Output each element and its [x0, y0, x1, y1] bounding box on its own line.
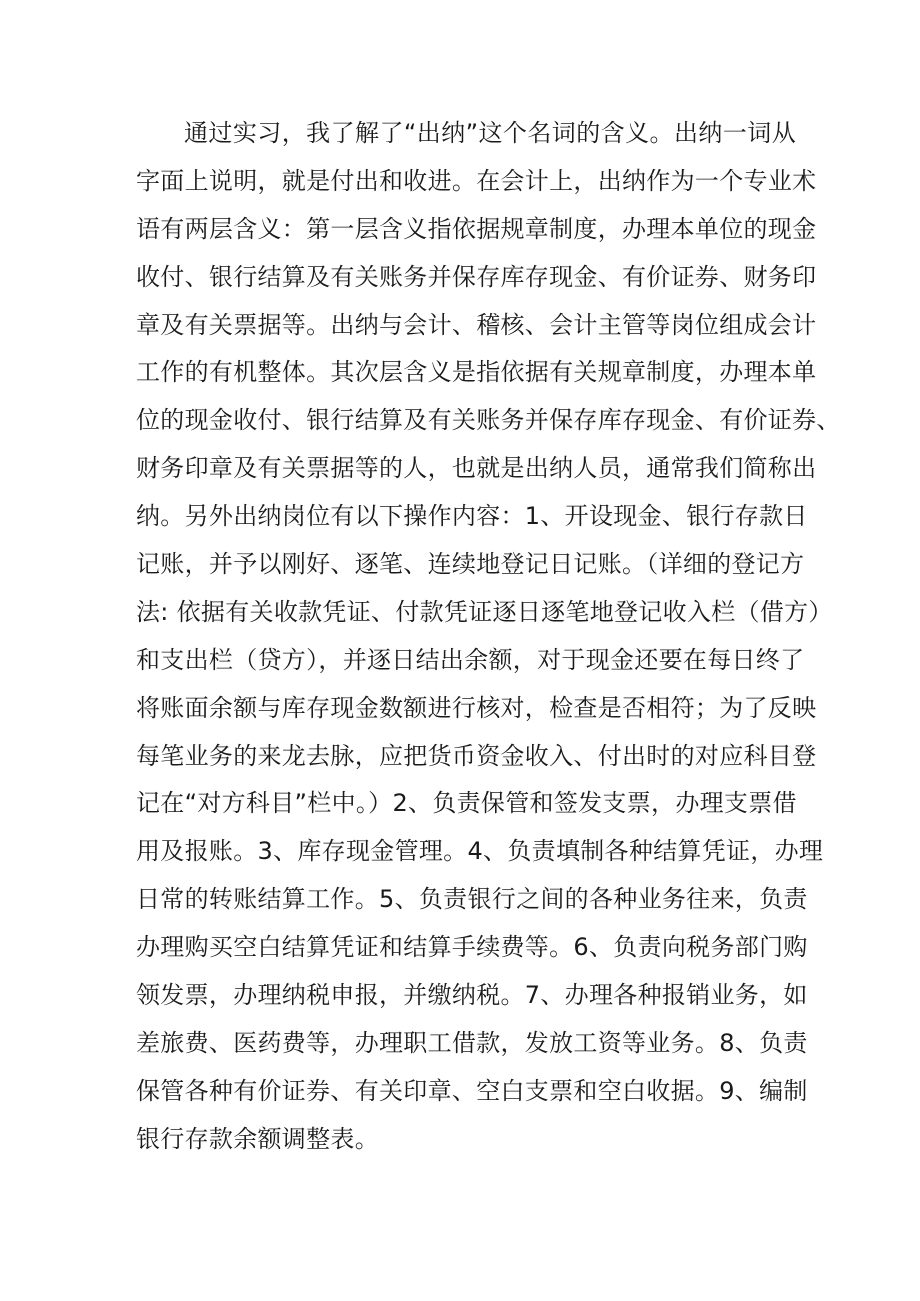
paragraph-line: 章及有关票据等。出纳与会计、稽核、会计主管等岗位组成会计	[136, 310, 817, 339]
paragraph-line: 日常的转账结算工作。5、负责银行之间的各种业务往来，负责	[136, 885, 808, 914]
paragraph-line: 语有两层含义：第一层含义指依据规章制度，办理本单位的现金	[136, 214, 817, 243]
paragraph-line: 领发票，办理纳税申报，并缴纳税。7、办理各种报销业务，如	[136, 981, 808, 1010]
paragraph-line: 银行存款余额调整表。	[136, 1124, 379, 1153]
body-paragraph	[136, 110, 841, 1164]
paragraph-line: 工作的有机整体。其次层含义是指依据有关规章制度，办理本单	[136, 358, 817, 387]
paragraph-line: 记账，并予以刚好、逐笔、连续地登记日记账。（详细的登记方	[136, 550, 805, 579]
paragraph-line: 用及报账。3、库存现金管理。4、负责填制各种结算凭证，办理	[136, 837, 824, 866]
paragraph-line: 纳。另外出纳岗位有以下操作内容：1、开设现金、银行存款日	[136, 502, 808, 531]
paragraph-line: 位的现金收付、银行结算及有关账务并保存库存现金、有价证券、	[136, 406, 841, 435]
paragraph-line: 保管各种有价证券、有关印章、空白支票和空白收据。9、编制	[136, 1076, 808, 1105]
paragraph-line: 和支出栏（贷方），并逐日结出余额，对于现金还要在每日终了	[136, 645, 805, 674]
paragraph-line: 收付、银行结算及有关账务并保存库存现金、有价证券、财务印	[136, 262, 817, 291]
paragraph-line: 财务印章及有关票据等的人，也就是出纳人员，通常我们简称出	[136, 454, 817, 483]
paragraph-line: 差旅费、医药费等，办理职工借款，发放工资等业务。8、负责	[136, 1028, 808, 1057]
paragraph-line: 字面上说明，就是付出和收进。在会计上，出纳作为一个专业术	[136, 166, 817, 195]
paragraph-line: 记在“对方科目”栏中。）2、负责保管和签发支票，办理支票借	[136, 789, 797, 818]
paragraph-line: 通过实习，我了解了“出纳”这个名词的含义。出纳一词从	[184, 119, 796, 147]
paragraph-line: 法: 依据有关收款凭证、付款凭证逐日逐笔地登记收入栏（借方）	[136, 597, 833, 626]
paragraph-line: 办理购买空白结算凭证和结算手续费等。6、负责向税务部门购	[136, 933, 808, 962]
paragraph-line: 每笔业务的来龙去脉，应把货币资金收入、付出时的对应科目登	[136, 741, 817, 770]
paragraph-line: 将账面余额与库存现金数额进行核对，检查是否相符；为了反映	[136, 693, 817, 722]
